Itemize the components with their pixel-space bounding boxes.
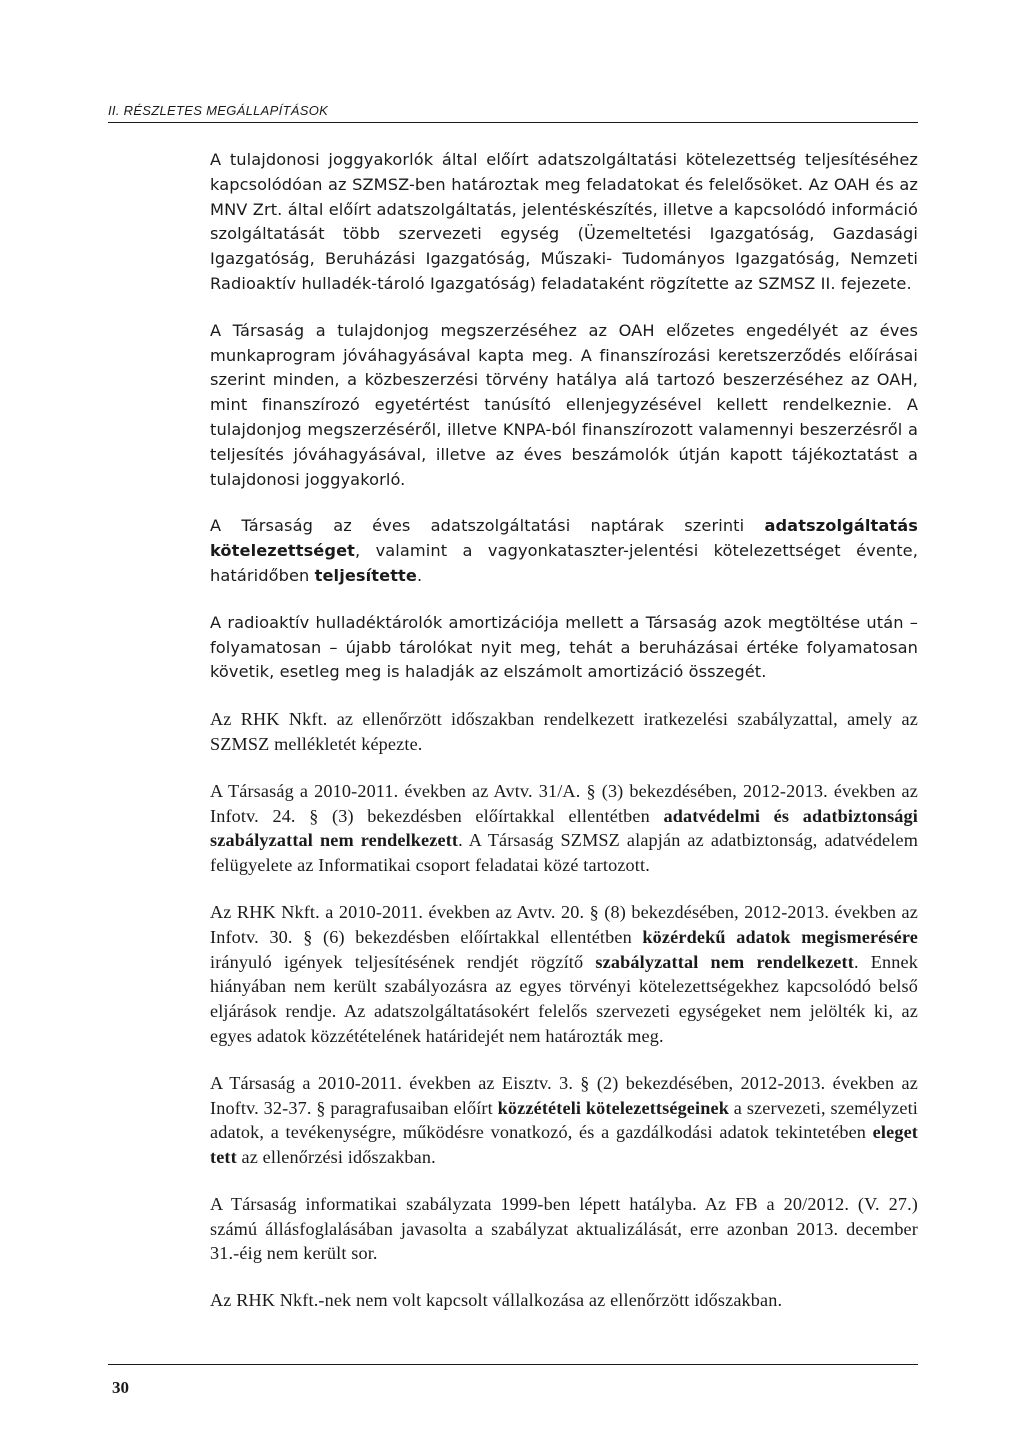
paragraph-1 xyxy=(210,148,918,297)
emphasized-text: adatszolgáltatás kötelezettséget xyxy=(210,516,918,561)
body-text xyxy=(210,148,918,1335)
text-run: A Társaság a tulajdonjog megszerzéséhez az OAH előzetes engedélyét az éves munkaprogram jóváhagyásával kapta meg. A finanszírozási keretszerződés előírásai szerint minden, a közbeszerzési törvény hatálya alá tartozó beszerzéséhez az OAH, mint finanszírozó egyetértést tanúsító ellenjegyzésével kellett rendelkeznie. A tulajdonjog megszerzéséről, illetve KNPA-ból finanszírozott valamennyi beszerzésről a teljesítés jóváhagyásával, illetve az éves beszámolók útján kapott tájékoztatást a tulajdonosi joggyakorló. xyxy=(210,320,918,489)
emphasized-text: közérdekű adatok megismerésére xyxy=(642,926,918,947)
emphasized-text: eleget tett xyxy=(210,1122,918,1168)
emphasized-text: szabályzattal nem rendelkezett xyxy=(595,951,854,972)
paragraph-4 xyxy=(210,611,918,685)
text-run: Az RHK Nkft. az ellenőrzött időszakban rendelkezett iratkezelési szabályzattal, amely az SZMSZ mellékletét képezte. xyxy=(210,709,918,754)
paragraph-10 xyxy=(210,1288,918,1313)
text-run: Az RHK Nkft. a 2010-2011. években az Avtv. 20. § (8) bekezdésében, 2012-2013. években az Infotv. 30. § (6) bekezdésben előírtakkal ellentétben xyxy=(210,901,918,947)
footer-divider xyxy=(108,1364,918,1365)
text-run: a szervezeti, személyzeti adatok, a tevékenységre, működésre vonatkozó, és a gazdálkodási adatok tekintetében xyxy=(210,1097,919,1143)
text-run: irányuló igények teljesítésének rendjét rögzítő xyxy=(210,951,596,972)
text-run: . xyxy=(416,565,423,585)
emphasized-text: teljesítette xyxy=(314,565,417,585)
text-run: A radioaktív hulladéktárolók amortizációja mellett a Társaság azok megtöltése után – folyamatosan – újabb tárolókat nyit meg, tehát a beruházásai értéke folyamatosan követik, esetleg meg is haladják az elszámolt amortizáció összegét. xyxy=(210,612,918,682)
paragraph-9 xyxy=(210,1192,918,1266)
text-run: az ellenőrzési időszakban. xyxy=(236,1147,436,1168)
text-run: Az RHK Nkft.-nek nem volt kapcsolt vállalkozása az ellenőrzött időszakban. xyxy=(210,1290,783,1311)
running-header: II. RÉSZLETES MEGÁLLAPÍTÁSOK xyxy=(108,103,329,118)
text-run: A Társaság a 2010-2011. években az Eisztv. 3. § (2) bekezdésében, 2012-2013. években az Inoftv. 32-37. § paragrafusaiban előírt xyxy=(210,1072,918,1118)
paragraph-2 xyxy=(210,319,918,493)
paragraph-5 xyxy=(210,707,918,757)
text-run: A Társaság a 2010-2011. években az Avtv. 31/A. § (3) bekezdésében, 2012-2013. években az Infotv. 24. § (3) bekezdésben előírtakkal ellentétben xyxy=(210,780,918,826)
paragraph-7 xyxy=(210,900,918,1049)
text-run: . A Társaság SZMSZ alapján az adatbiztonság, adatvédelem felügyelete az Informatikai csoport feladatai közé tartozott. xyxy=(210,830,919,876)
text-run: A tulajdonosi joggyakorlók által előírt adatszolgáltatási kötelezettség teljesítéséhez kapcsolódóan az SZMSZ-ben határoztak meg feladatokat és felelősöket. Az OAH és az MNV Zrt. által előírt adatszolgáltatás, jelentéskészítés, illetve a kapcsolódó információ szolgáltatását több szervezeti egység (Üzemeltetési Igazgatóság, Gazdasági Igazgatóság, Beruházási Igazgatóság, Műszaki- Tudományos Igazgatóság, Nemzeti Radioaktív hulladék-tároló Igazgatóság) feladataként rögzítette az SZMSZ II. fejezete. xyxy=(210,150,918,293)
text-run: A Társaság informatikai szabályzata 1999-ben lépett hatályba. Az FB a 20/2012. (V. 27.) számú állásfoglalásában javasolta a szabályzat aktualizálását, erre azonban 2013. december 31.-éig nem került sor. xyxy=(210,1193,918,1264)
text-run: , valamint a vagyonkataszter-jelentési kötelezettséget évente, határidőben xyxy=(210,541,918,585)
text-run: A Társaság az éves adatszolgáltatási naptárak szerinti xyxy=(210,516,765,536)
text-run: . Ennek hiányában nem került szabályozásra az egyes törvényi kötelezettségekhez kapcsolódó belső eljárások rendje. Az adatszolgáltatásokért felelős szervezeti egységeket nem jelölték ki, az egyes adatok közzétételének határidejét nem határozták meg. xyxy=(210,951,919,1046)
paragraph-6 xyxy=(210,779,918,878)
paragraph-3 xyxy=(210,514,918,588)
paragraph-8 xyxy=(210,1071,918,1170)
emphasized-text: adatvédelmi és adatbiztonsági szabályzattal nem rendelkezett xyxy=(210,805,918,851)
emphasized-text: közzétételi kötelezettségeinek xyxy=(497,1097,729,1118)
header-divider xyxy=(108,122,918,123)
page-number: 30 xyxy=(112,1378,129,1397)
